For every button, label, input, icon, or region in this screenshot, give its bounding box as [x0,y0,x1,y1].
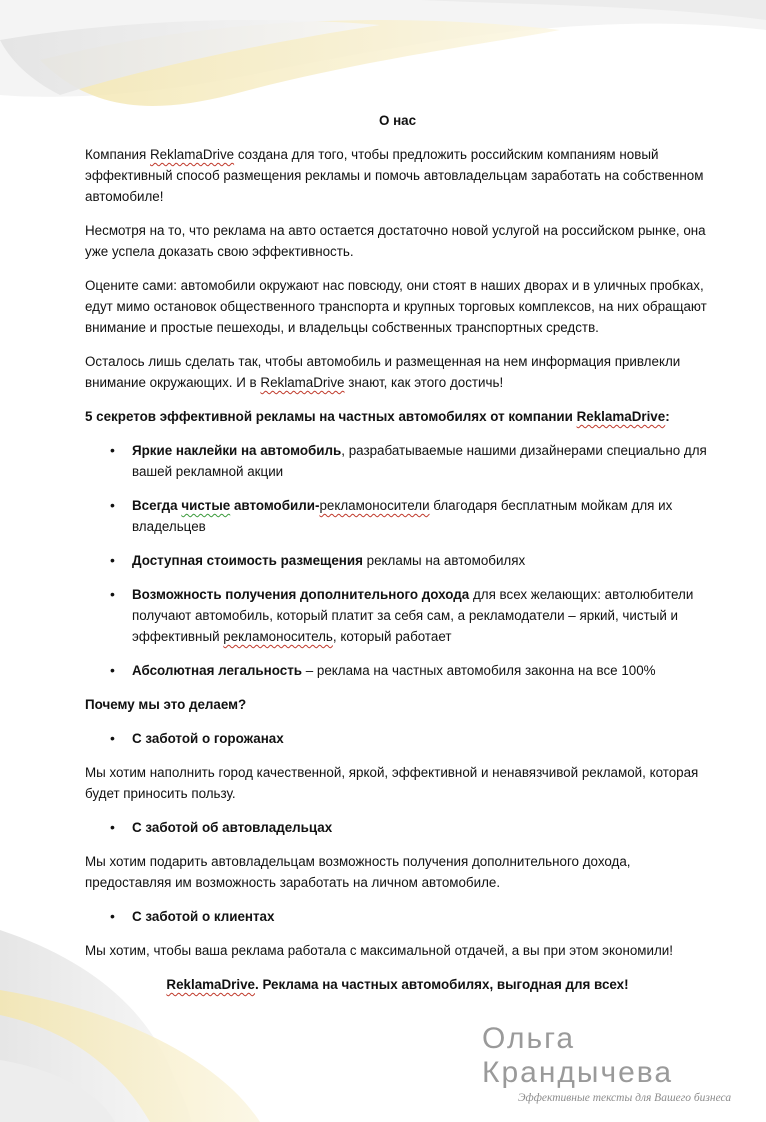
list-item: • С заботой о горожанах [132,728,710,749]
why-paragraph-3: Мы хотим, чтобы ваша реклама работала с максимальной отдачей, а вы при этом экономили! [85,943,674,958]
brand-name: ReklamaDrive [150,147,235,162]
list-item: • Яркие наклейки на автомобиль, разрабатываемые нашими дизайнерами специально для вашей рекламной акции [132,440,710,482]
brand-name: ReklamaDrive [166,977,255,992]
brand-name: ReklamaDrive [576,409,666,424]
intro-paragraph-1: Компания ReklamaDrive создана для того, чтобы предложить российским компаниям новый эффективный способ размещения рекламы и помочь автовладельцам заработать на собственном автомобиле! [85,147,704,204]
why-paragraph-1: Мы хотим наполнить город качественной, яркой, эффективной и ненавязчивой рекламой, которая будет приносить пользу. [85,765,699,801]
list-item: • Доступная стоимость размещения рекламы на автомобилях [132,550,710,571]
list-item: • С заботой об автовладельцах [132,817,710,838]
intro-paragraph-3: Оцените сами: автомобили окружают нас повсюду, они стоят в наших дворах и в уличных пробках, едут мимо остановок общественного транспорта и крупных торговых комплексов, на них обращают внимание и простые пешеходы, и владельцы собственных транспортных средств. [85,278,707,335]
list-item: • Возможность получения дополнительного дохода для всех желающих: автолюбители получают автомобиль, который платит за себя сам, а рекламодатели – яркий, чистый и эффективный рекламоноситель, который работает [132,584,710,647]
list-item: • Всегда чистые автомобили-рекламоносители благодаря бесплатным мойкам для их владельцев [132,495,710,537]
closing-slogan: ReklamaDrive. Реклама на частных автомобилях, выгодная для всех! [166,977,629,992]
secrets-list [85,440,710,681]
why-list-1 [85,728,710,749]
intro-paragraph-2: Несмотря на то, что реклама на авто остается достаточно новой услугой на российском рынке, она уже успела доказать свою эффективность. [85,223,706,259]
why-list-3 [85,906,710,927]
author-logo [480,1022,760,1106]
why-heading: Почему мы это делаем? [85,697,247,712]
brand-name: ReklamaDrive [260,375,345,390]
why-paragraph-2: Мы хотим подарить автовладельцам возможность получения дополнительного дохода, предоставляя им возможность заработать на личном автомобиле. [85,854,631,890]
intro-paragraph-4: Осталось лишь сделать так, чтобы автомобиль и размещенная на нем информация привлекли внимание окружающих. И в ReklamaDrive знают, как этого достичь! [85,354,681,390]
logo-name: Ольга Крандычева [482,1022,674,1089]
page-title: О нас [378,113,417,128]
why-list-2 [85,817,710,838]
logo-tagline: Эффективные тексты для Вашего бизнеса [518,1092,732,1104]
secrets-heading: 5 секретов эффективной рекламы на частных автомобилях от компании ReklamaDrive: [85,409,670,424]
list-item: • Абсолютная легальность – реклама на частных автомобиля законна на все 100% [132,660,710,681]
list-item: • С заботой о клиентах [132,906,710,927]
document-body [85,110,710,1008]
